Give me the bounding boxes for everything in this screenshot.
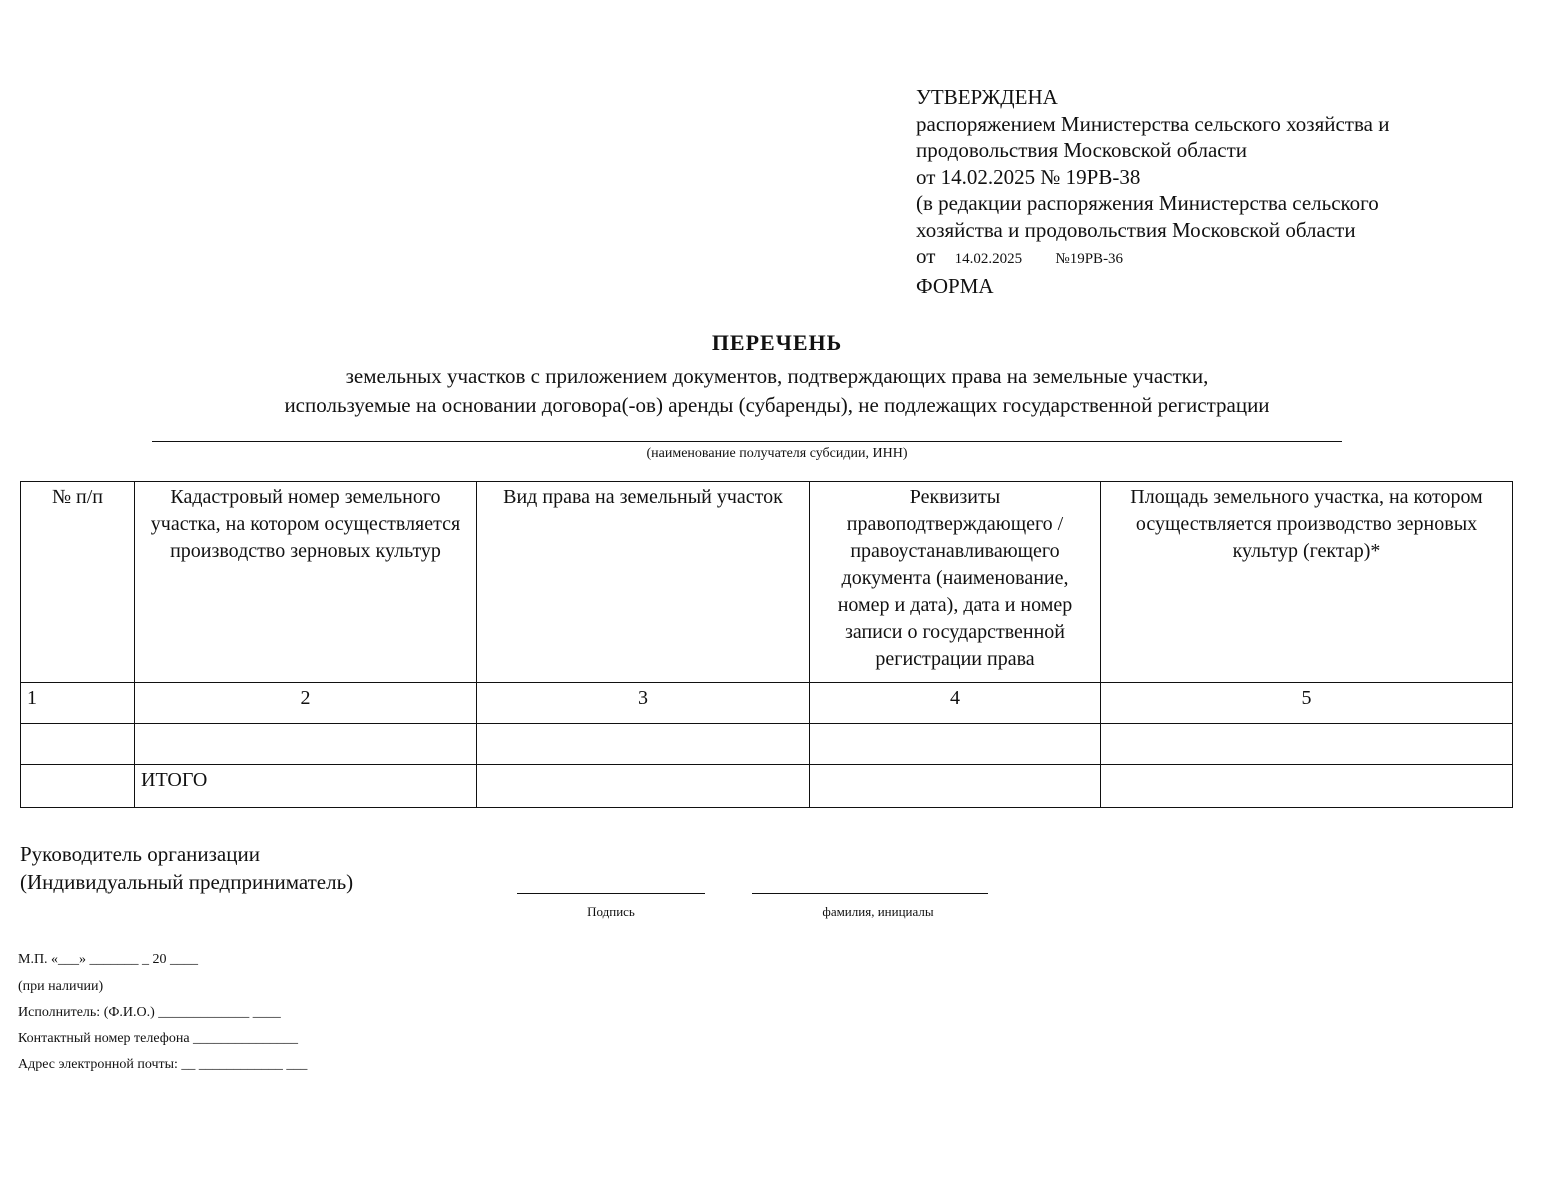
signatory-block [20,840,353,896]
signature-caption: Подпись [587,904,635,919]
signatory-title-2: (Индивидуальный предприниматель) [20,870,354,894]
header-cadastral: Кадастровый номер земельного участка, на котором осуществляется производство зерновых культур [135,482,477,683]
table-header-row [21,482,1513,683]
amendment-number: №19РВ-36 [1055,251,1124,267]
name-line[interactable] [752,893,988,894]
approval-line-4: (в редакции распоряжения Министерства сельского [916,191,1379,215]
document-subtitle-2: используемые на основании договора(-ов) аренды (субаренды), не подлежащих государственной регистрации [284,393,1270,417]
header-document: Реквизиты правоподтверждающего /правоустанавливающего документа (наименование, номер и дата), дата и номер записи о государственной регистрации права [810,482,1101,683]
approved-label: УТВЕРЖДЕНА [916,85,1058,109]
executor-line: Исполнитель: (Ф.И.О.) _____________ ____ [18,1005,281,1020]
total-area[interactable] [1101,765,1513,808]
approval-line-3: от 14.02.2025 № 19РВ-38 [916,164,1141,189]
signatory-title-1: Руководитель организации [20,842,260,866]
name-caption: фамилия, инициалы [822,904,934,919]
column-number-5: 5 [1101,683,1513,724]
header-area: Площадь земельного участка, на котором осуществляется производство зерновых культур (гектар)* [1101,482,1513,683]
document-title: ПЕРЕЧЕНЬ [711,330,843,355]
total-document[interactable] [810,765,1101,808]
cell-area[interactable] [1101,724,1513,765]
table-row [21,724,1513,765]
column-number-4: 4 [810,683,1101,724]
approval-line-2: продовольствия Московской области [916,138,1247,162]
phone-line: Контактный номер телефона _______________ [18,1031,299,1046]
cell-right-type[interactable] [477,724,810,765]
column-number-2: 2 [135,683,477,724]
cell-cadastral[interactable] [135,724,477,765]
document-subtitle-1: земельных участков с приложением документов, подтверждающих права на земельные участки, [345,364,1209,388]
land-plots-table [20,481,1513,808]
column-number-3: 3 [477,683,810,724]
cell-document[interactable] [810,724,1101,765]
amendment-date-line [916,243,1536,273]
header-number: № п/п [21,482,135,683]
form-label: ФОРМА [916,273,994,298]
column-number-row [21,683,1513,724]
signature-line[interactable] [517,893,705,894]
stamp-date-line: М.П. «___» _______ _ 20 ____ [18,952,199,967]
approval-block [916,84,1536,299]
amendment-date: 14.02.2025 [954,251,1023,267]
column-number-1: 1 [21,683,135,724]
amendment-ot: от [916,244,936,268]
email-line: Адрес электронной почты: __ ____________ ___ [18,1057,308,1072]
recipient-fill-line[interactable] [152,441,1342,442]
cell-number[interactable] [21,724,135,765]
total-right-type[interactable] [477,765,810,808]
recipient-caption: (наименование получателя субсидии, ИНН) [646,446,908,461]
total-row [21,765,1513,808]
header-right-type: Вид права на земельный участок [477,482,810,683]
total-empty-cell [21,765,135,808]
approval-line-1: распоряжением Министерства сельского хозяйства и [916,111,1390,136]
stamp-note: (при наличии) [18,979,104,994]
approval-line-5: хозяйства и продовольствия Московской области [916,217,1356,242]
total-label: ИТОГО [135,765,477,808]
